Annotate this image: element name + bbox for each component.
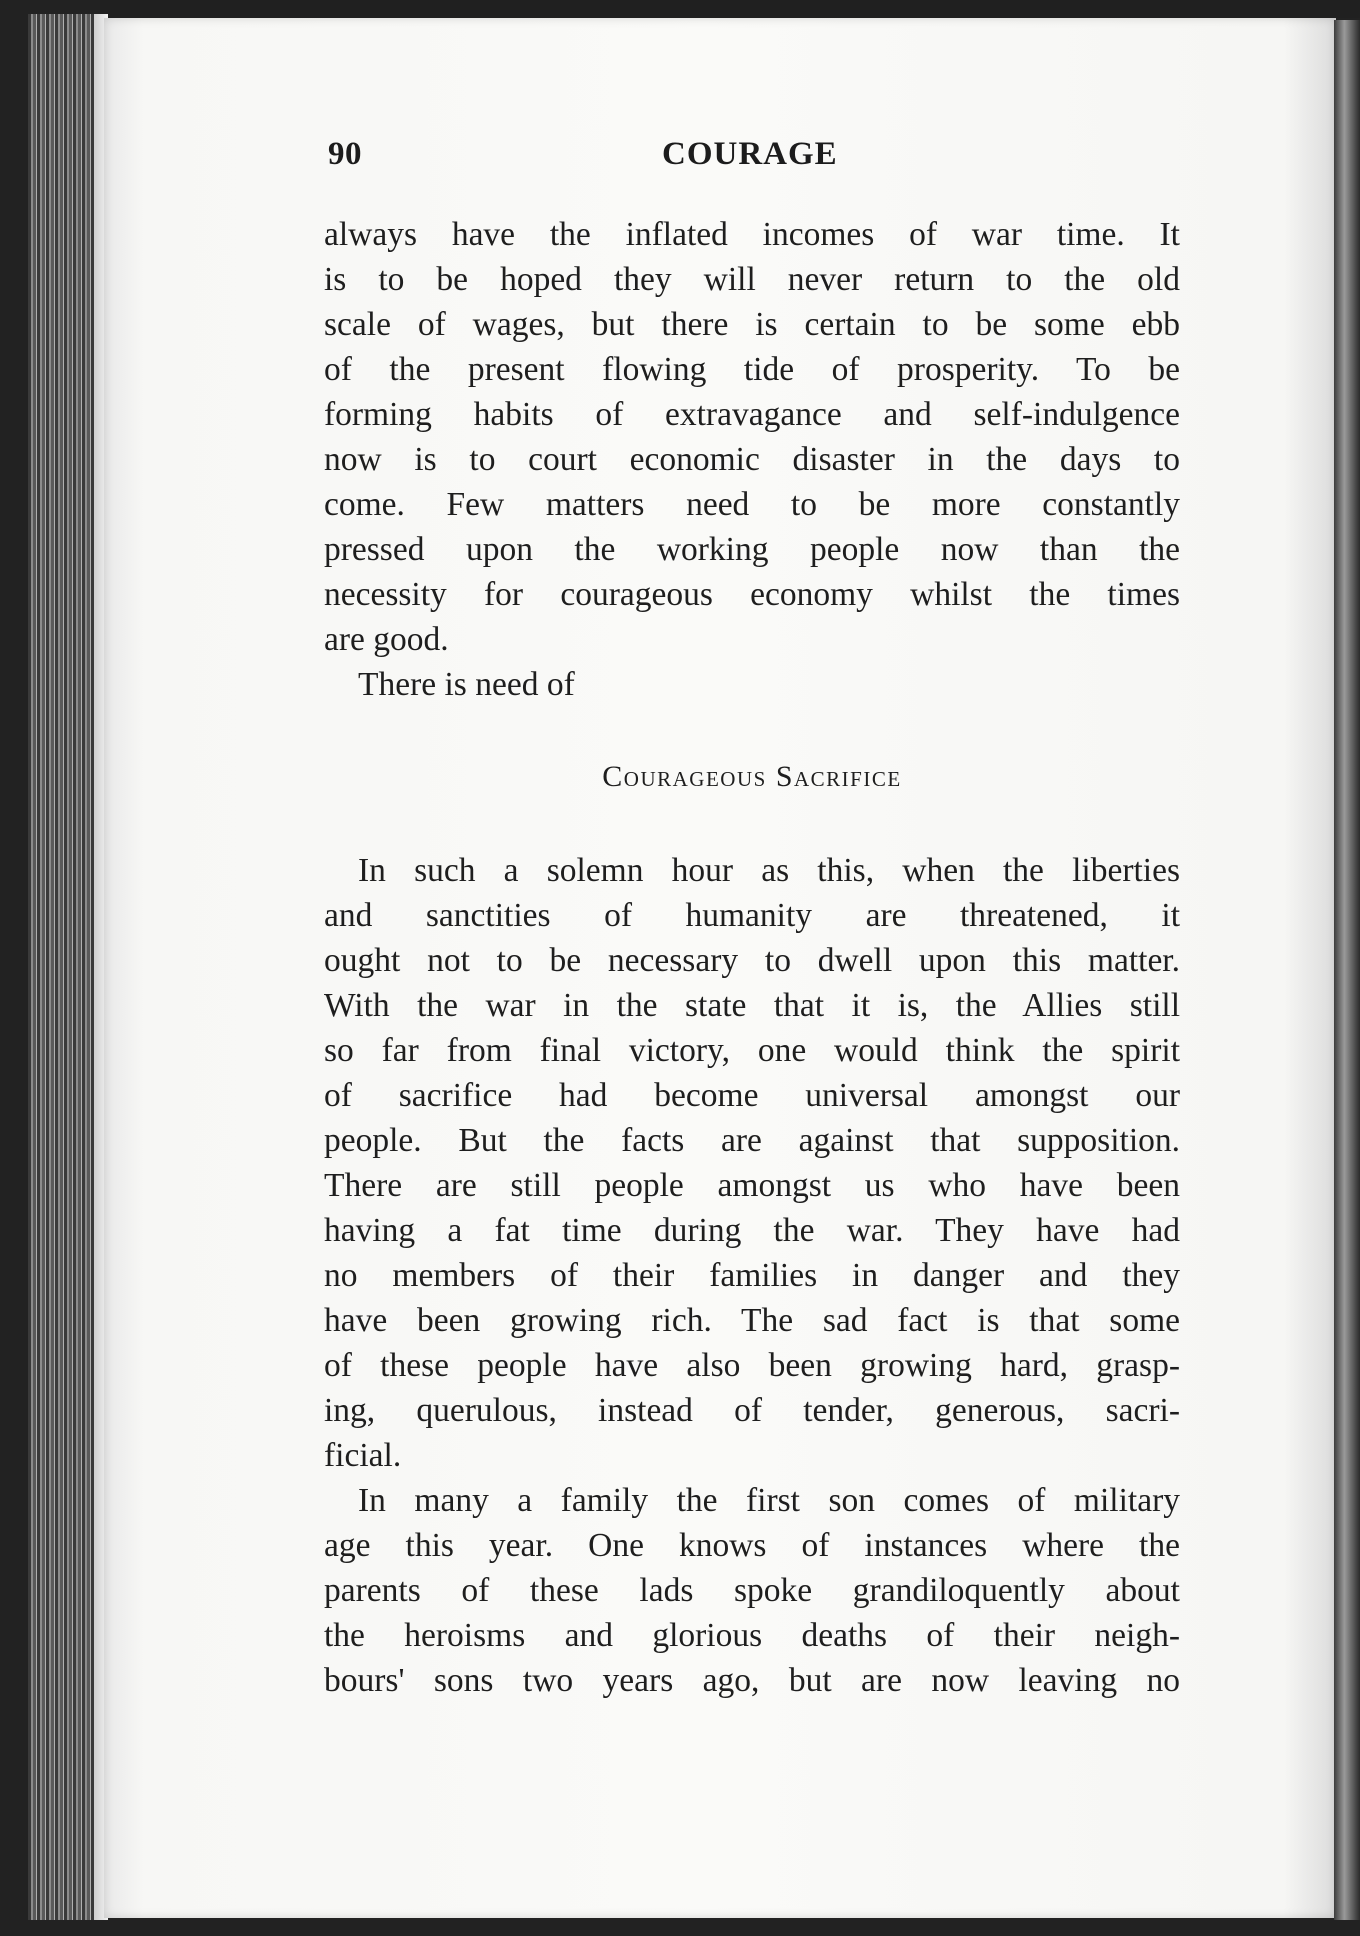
text-line: people. But the facts are against that supposition. bbox=[324, 1122, 1180, 1159]
text-line: always have the inflated incomes of war time. It bbox=[324, 216, 1180, 253]
text-line: necessity for courageous economy whilst the times bbox=[324, 576, 1180, 613]
scan-right-edge bbox=[1334, 20, 1360, 1920]
body-text-top bbox=[324, 212, 1180, 707]
text-line: There is need of bbox=[358, 666, 575, 703]
scan-top-edge bbox=[100, 0, 1360, 18]
text-line: ought not to be necessary to dwell upon this matter. bbox=[324, 942, 1180, 979]
text-line: ficial. bbox=[324, 1437, 402, 1474]
text-line: of these people have also been growing hard, grasp- bbox=[324, 1347, 1180, 1384]
running-head bbox=[328, 136, 1178, 188]
text-line: have been growing rich. The sad fact is that some bbox=[324, 1302, 1180, 1339]
running-title: COURAGE bbox=[662, 136, 838, 172]
text-line: In such a solemn hour as this, when the liberties bbox=[358, 852, 1180, 889]
paragraph bbox=[324, 1478, 1180, 1703]
text-line: of the present flowing tide of prosperity. To be bbox=[324, 351, 1180, 388]
text-line: are good. bbox=[324, 621, 449, 658]
section-heading: Courageous Sacrifice bbox=[602, 760, 902, 793]
text-line: age this year. One knows of instances where the bbox=[324, 1527, 1180, 1564]
text-line: forming habits of extravagance and self-indulgence bbox=[324, 396, 1180, 433]
book-page-edges bbox=[28, 14, 108, 1920]
paragraph bbox=[324, 212, 1180, 662]
text-line: ing, querulous, instead of tender, generous, sacri- bbox=[324, 1392, 1180, 1429]
text-line: With the war in the state that it is, the Allies still bbox=[324, 987, 1180, 1024]
paragraph bbox=[324, 848, 1180, 1478]
text-line: now is to court economic disaster in the days to bbox=[324, 441, 1180, 478]
paragraph bbox=[324, 662, 1180, 707]
text-line: scale of wages, but there is certain to be some ebb bbox=[324, 306, 1180, 343]
text-line: no members of their families in danger and they bbox=[324, 1257, 1180, 1294]
text-line: is to be hoped they will never return to the old bbox=[324, 261, 1180, 298]
text-line: pressed upon the working people now than the bbox=[324, 531, 1180, 568]
text-line: having a fat time during the war. They have had bbox=[324, 1212, 1180, 1249]
text-line: and sanctities of humanity are threatened, it bbox=[324, 897, 1180, 934]
body-text-bottom bbox=[324, 848, 1180, 1703]
text-line: come. Few matters need to be more constantly bbox=[324, 486, 1180, 523]
text-line: of sacrifice had become universal amongst our bbox=[324, 1077, 1180, 1114]
text-line: In many a family the first son comes of military bbox=[358, 1482, 1180, 1519]
text-line: the heroisms and glorious deaths of their neigh- bbox=[324, 1617, 1180, 1654]
page-number: 90 bbox=[328, 136, 362, 172]
text-line: so far from final victory, one would think the spirit bbox=[324, 1032, 1180, 1069]
text-line: parents of these lads spoke grandiloquently about bbox=[324, 1572, 1180, 1609]
text-line: There are still people amongst us who have been bbox=[324, 1167, 1180, 1204]
text-line: bours' sons two years ago, but are now leaving no bbox=[324, 1662, 1180, 1699]
